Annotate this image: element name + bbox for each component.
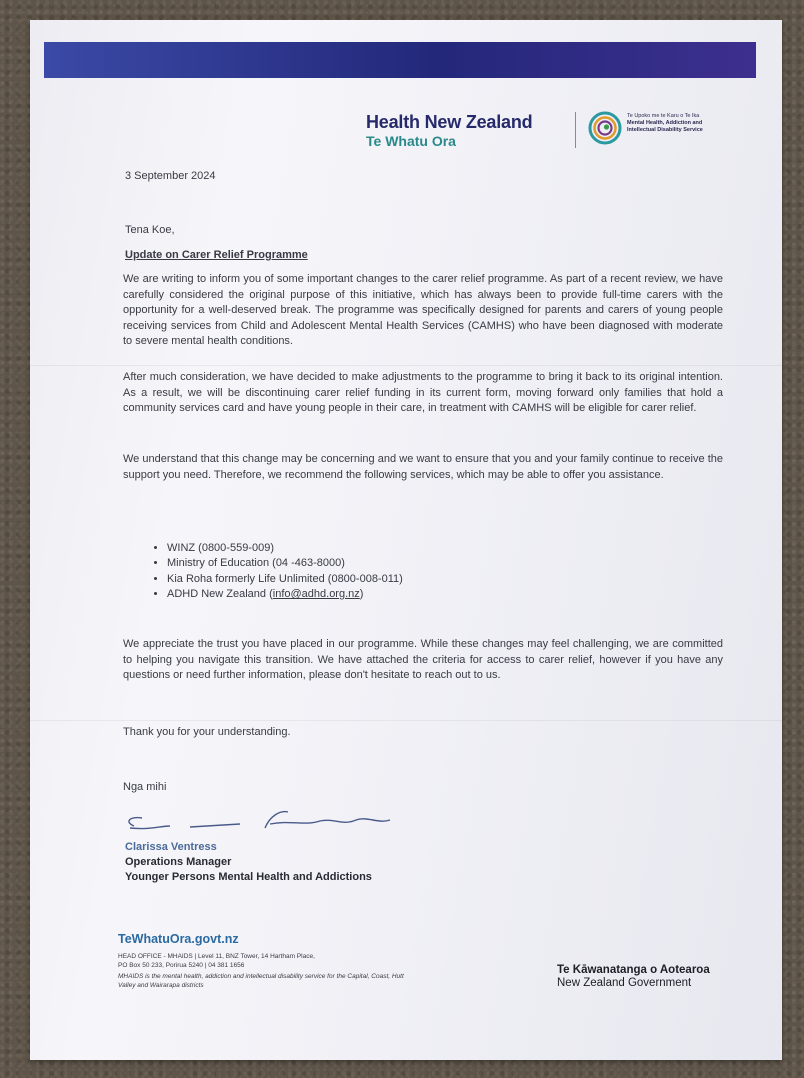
brand-subtitle: Te Whatu Ora bbox=[366, 133, 456, 149]
service-description: MHAIDS is the mental health, addiction and intellectual disability service for the Capital, Coast, Hutt Valley and Wairarapa districts bbox=[118, 973, 404, 989]
signatory-name: Clarissa Ventress bbox=[125, 841, 217, 853]
brand-title: Health New Zealand bbox=[366, 112, 533, 132]
signatory-department: Younger Persons Mental Health and Addictions bbox=[125, 871, 372, 883]
gov-name-english: New Zealand Government bbox=[557, 977, 692, 989]
services-list bbox=[145, 541, 403, 603]
paragraph: We understand that this change may be concerning and we want to ensure that you and your family continue to receive the support you need. Therefore, we recommend the following services, which may be able to offer you assistance. bbox=[123, 453, 723, 481]
koru-swirl-icon bbox=[588, 111, 622, 150]
office-address bbox=[118, 952, 348, 970]
list-item-text: ADHD New Zealand ( bbox=[167, 588, 273, 601]
paper-fold bbox=[30, 365, 782, 366]
list-item: • WINZ (0800-559-009) bbox=[167, 541, 403, 556]
email-link[interactable]: info@adhd.org.nz bbox=[272, 588, 360, 601]
signoff: Nga mihi bbox=[123, 781, 167, 793]
paragraph: We appreciate the trust you have placed in our programme. While these changes may feel challenging, we are committed to helping you navigate this transition. We have attached the criteria for access to carer relief, however if you have any questions or need further information, please don't hesitate to reach out to us. bbox=[123, 638, 723, 682]
paragraph: We are writing to inform you of some important changes to the carer relief programme. As part of a recent review, we have carefully considered the original purpose of this initiative, which has always been to provide full-time carers with the opportunity for a well-deserved break. The programme was specifically designed for parents and carers of young people receiving services from Child and Adolescent Mental Health Services (CAMHS) who have been diagnosed with moderate to severe mental health conditions. bbox=[123, 273, 723, 348]
brand-divider bbox=[575, 112, 576, 148]
header-band bbox=[44, 42, 756, 78]
closing-line: Thank you for your understanding. bbox=[123, 726, 291, 738]
paragraph: After much consideration, we have decided to make adjustments to the programme to bring it back to its original intention. As a result, we will be discontinuing carer relief funding in its current form, moving forward only families that hold a community services card and have young people in their care, in treatment with CAMHS will be eligible for carer relief. bbox=[123, 371, 723, 415]
signature-block bbox=[125, 840, 372, 885]
government-logo bbox=[557, 964, 710, 989]
letter-subject: Update on Carer Relief Programme bbox=[125, 249, 308, 261]
list-item-text: ) bbox=[359, 588, 364, 601]
gov-name-maori: Te Kāwanatanga o Aotearoa bbox=[557, 964, 710, 976]
footer-left bbox=[118, 932, 478, 990]
letter-greeting: Tena Koe, bbox=[125, 224, 175, 236]
list-item bbox=[167, 587, 403, 602]
letter-date: 3 September 2024 bbox=[125, 170, 216, 182]
paper-fold bbox=[30, 720, 782, 721]
service-name bbox=[627, 113, 737, 134]
office-line: HEAD OFFICE - MHAIDS | Level 11, BNZ Tower, 14 Hartham Place, bbox=[118, 953, 315, 960]
signature-icon bbox=[120, 806, 420, 841]
service-line: Mental Health, Addiction and bbox=[627, 120, 703, 126]
service-line: Te Upoko me te Karu o Te Ika bbox=[627, 113, 700, 119]
list-item: • Ministry of Education (04 -463-8000) bbox=[167, 556, 403, 571]
office-line: PO Box 50 233, Porirua 5240 | 04 381 1656 bbox=[118, 962, 245, 969]
website-link[interactable]: TeWhatuOra.govt.nz bbox=[118, 932, 239, 946]
service-line: Intellectual Disability Service bbox=[627, 127, 703, 133]
list-item: • Kia Roha formerly Life Unlimited (0800-008-011) bbox=[167, 572, 403, 587]
signatory-title: Operations Manager bbox=[125, 856, 232, 868]
brand-block bbox=[366, 112, 532, 149]
letter-page bbox=[30, 20, 782, 1060]
